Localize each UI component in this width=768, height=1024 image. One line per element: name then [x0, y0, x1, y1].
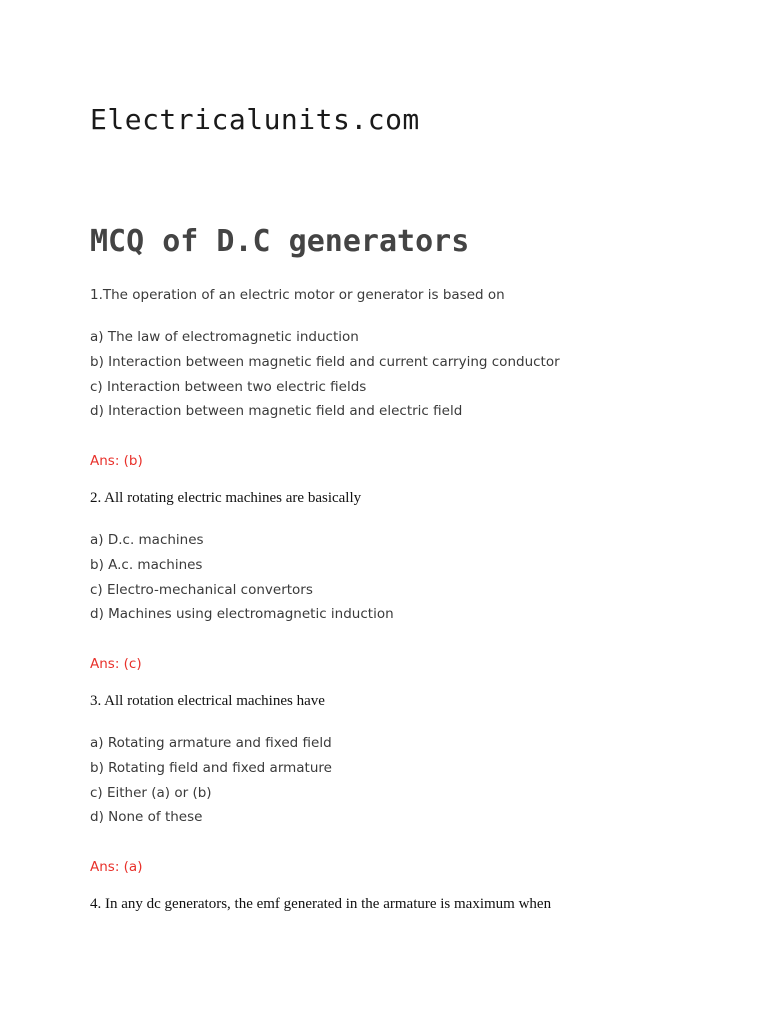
question-2-option-d: d) Machines using electromagnetic induction — [90, 606, 394, 623]
question-2-stem: 2. All rotating electric machines are basically — [90, 490, 362, 506]
question-1-answer: Ans: (b) — [90, 453, 143, 469]
question-3-stem: 3. All rotation electrical machines have — [90, 693, 325, 709]
question-3-option-c: c) Either (a) or (b) — [90, 784, 212, 801]
question-3-option-d: d) None of these — [90, 809, 203, 826]
question-1-option-a: a) The law of electromagnetic induction — [90, 329, 359, 345]
question-1-options — [90, 325, 560, 424]
question-1-stem: 1.The operation of an electric motor or generator is based on — [90, 287, 505, 303]
question-3-answer: Ans: (a) — [90, 859, 143, 875]
site-title: Electricalunits.com — [90, 103, 420, 136]
question-2-option-b: b) A.c. machines — [90, 556, 203, 573]
question-3-option-a: a) Rotating armature and fixed field — [90, 735, 332, 751]
question-2-option-c: c) Electro-mechanical convertors — [90, 581, 313, 598]
question-1-option-c: c) Interaction between two electric fields — [90, 378, 367, 395]
question-1-option-d: d) Interaction between magnetic field and electric field — [90, 403, 463, 420]
question-4-stem: 4. In any dc generators, the emf generated in the armature is maximum when — [90, 896, 552, 912]
question-2-options — [90, 528, 394, 627]
question-2-answer: Ans: (c) — [90, 656, 142, 672]
question-1-option-b: b) Interaction between magnetic field and current carrying conductor — [90, 353, 560, 370]
question-3-options — [90, 731, 332, 830]
question-3-option-b: b) Rotating field and fixed armature — [90, 759, 332, 776]
question-2-option-a: a) D.c. machines — [90, 532, 204, 548]
page-heading: MCQ of D.C generators — [90, 224, 470, 259]
